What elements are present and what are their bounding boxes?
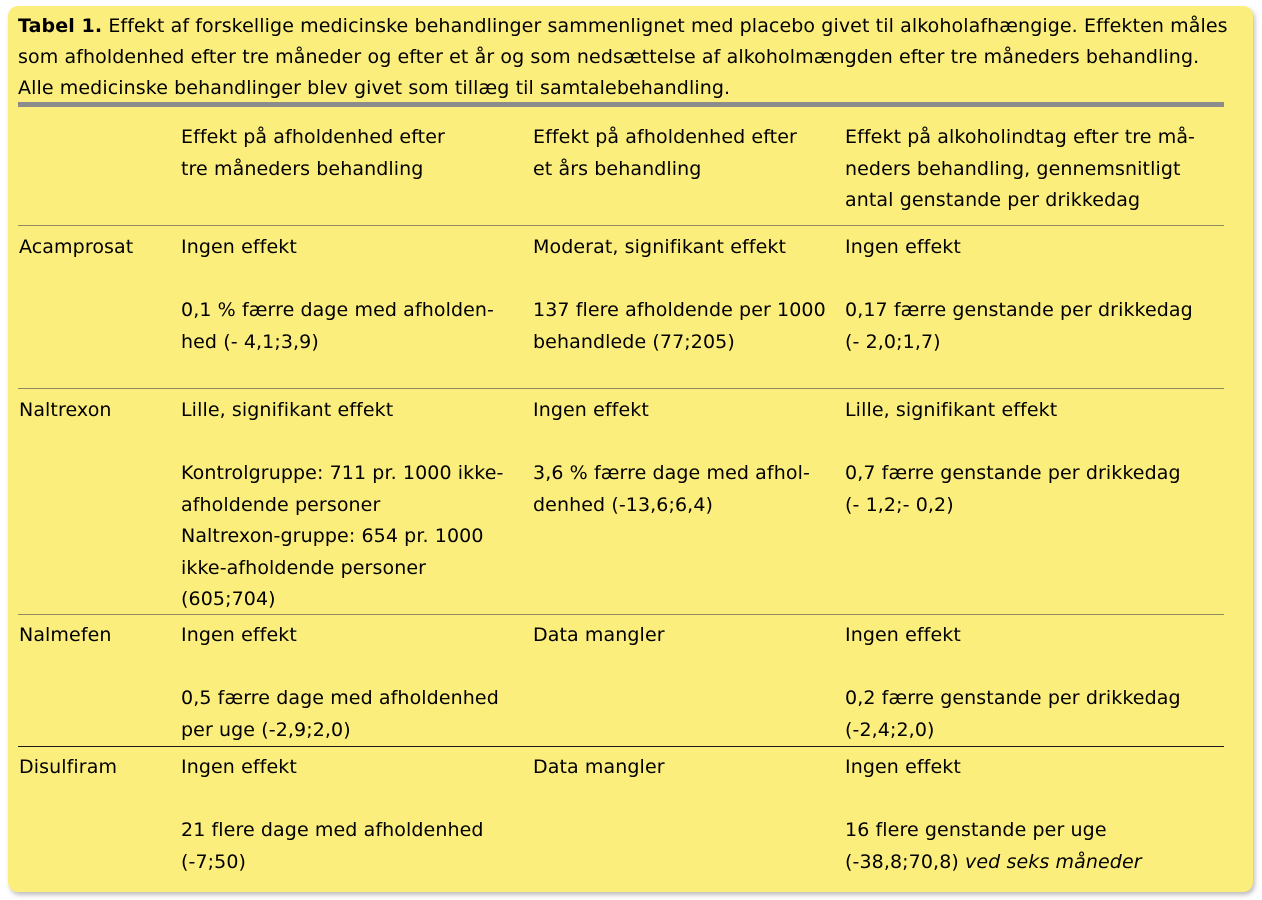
header-col-abstinence-3m: Effekt på afholdenhed efter tre måneders behandling — [181, 126, 445, 180]
naltrexon-col3 — [845, 395, 1225, 521]
header-col-intake-3m: Effekt på alkoholindtag efter tre må- neders behandling, gennemsnitligt antal genstande per drikkedag — [845, 126, 1196, 211]
disulfiram-col2 — [533, 752, 845, 784]
naltrexon-col2 — [533, 395, 845, 521]
row-divider — [18, 225, 1224, 226]
cell-effect: Ingen effekt — [181, 756, 297, 778]
cell-detail: 0,1 % færre dage med afholden- hed (- 4,1;3,9) — [181, 299, 495, 353]
naltrexon-col1 — [181, 395, 526, 616]
cell-detail: 16 flere genstande per uge (-38,8;70,8) — [845, 819, 1107, 873]
cell-effect: Ingen effekt — [181, 236, 297, 258]
cell-effect: Data mangler — [533, 756, 665, 778]
caption-text: Effekt af forskellige medicinske behandlinger sammenlignet med placebo givet til alkoholafhængige. Effekten måles som afholdenhed efter tre måneder og efter et år og som nedsættelse af alkoholmængden efter tre måneders behandling. Alle medicinske behandlinger blev givet som tillæg til samtalebehandling. — [18, 15, 1228, 99]
cell-detail: 0,7 færre genstande per drikkedag (- 1,2;- 0,2) — [845, 462, 1181, 516]
cell-note: ved seks måneder — [965, 850, 1142, 873]
acamprosat-col3 — [845, 232, 1225, 358]
cell-effect: Data mangler — [533, 624, 665, 646]
cell-effect: Ingen effekt — [845, 756, 961, 778]
row-name-nalmefen: Nalmefen — [19, 624, 112, 646]
disulfiram-col3 — [845, 752, 1225, 878]
cell-effect: Ingen effekt — [181, 624, 297, 646]
row-divider — [18, 614, 1224, 615]
acamprosat-col1 — [181, 232, 526, 358]
row-name-disulfiram: Disulfiram — [19, 756, 118, 778]
row-name-naltrexon: Naltrexon — [19, 399, 112, 421]
cell-detail: 137 flere afholdende per 1000 behandlede (77;205) — [533, 299, 826, 353]
row-name-acamprosat: Acamprosat — [19, 236, 134, 258]
cell-effect: Ingen effekt — [533, 399, 649, 421]
cell-detail: 0,2 færre genstande per drikkedag (-2,4;2,0) — [845, 687, 1181, 741]
nalmefen-col3 — [845, 620, 1225, 746]
cell-detail: 0,5 færre dage med afholdenhed per uge (-2,9;2,0) — [181, 687, 499, 741]
cell-effect: Ingen effekt — [845, 236, 961, 258]
header-top-rule — [18, 102, 1224, 107]
nalmefen-col1 — [181, 620, 526, 746]
acamprosat-col2 — [533, 232, 845, 358]
cell-detail: 0,17 færre genstande per drikkedag (- 2,0;1,7) — [845, 299, 1193, 353]
cell-detail: 3,6 % færre dage med afhol- denhed (-13,6;6,4) — [533, 462, 810, 516]
nalmefen-col2 — [533, 620, 845, 652]
caption-label: Tabel 1. — [18, 15, 103, 37]
table-caption — [18, 11, 1233, 104]
cell-effect: Lille, signifikant effekt — [181, 399, 394, 421]
cell-effect: Moderat, signifikant effekt — [533, 236, 787, 258]
cell-effect: Lille, signifikant effekt — [845, 399, 1058, 421]
row-divider — [18, 746, 1224, 747]
header-col-abstinence-1y: Effekt på afholdenhed efter et års behandling — [533, 126, 797, 180]
cell-detail: Kontrolgruppe: 711 pr. 1000 ikke- afholdende personer Naltrexon-gruppe: 654 pr. 1000 ikke-afholdende personer (605;704) — [181, 462, 504, 610]
cell-effect: Ingen effekt — [845, 624, 961, 646]
row-divider — [18, 388, 1224, 389]
disulfiram-col1 — [181, 752, 526, 878]
cell-detail: 21 flere dage med afholdenhed (-7;50) — [181, 819, 484, 873]
